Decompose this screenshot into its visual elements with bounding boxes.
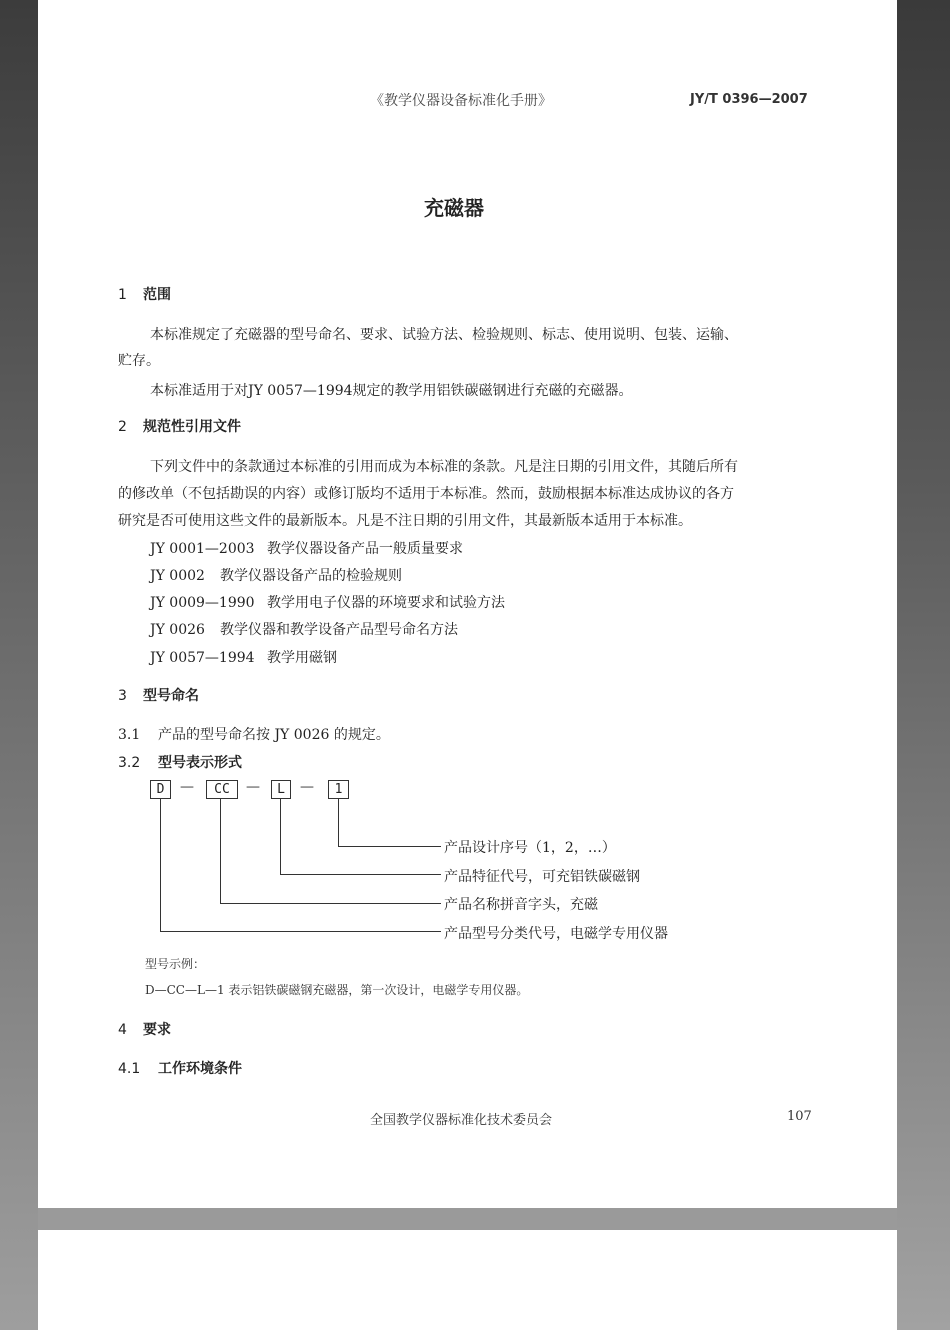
subsection-title: 工作环境条件 (158, 1061, 242, 1077)
section-3-heading (118, 685, 199, 705)
separator-dash: — (180, 779, 194, 795)
reference-code: JY 0009—1990 (150, 595, 255, 611)
leader-line (160, 931, 441, 932)
leader-line (338, 846, 441, 847)
diagram-label-name: 产品名称拼音字头，充磁 (444, 897, 598, 913)
subsection-title: 型号表示形式 (158, 755, 242, 771)
reference-title: 教学仪器设备产品的检验规则 (220, 568, 402, 584)
reference-code: JY 0026 (150, 622, 205, 638)
leader-line (338, 799, 339, 847)
section-2-paragraph-line-2: 的修改单（不包括勘误的内容）或修订版均不适用于本标准。然而，鼓励根据本标准达成协议的各方 (118, 486, 734, 502)
code-box-feature: L (271, 780, 291, 799)
page-title: 充磁器 (424, 196, 484, 220)
section-number: 4 (118, 1022, 127, 1038)
section-1-paragraph-2: 本标准适用于对JY 0057—1994规定的教学用铝铁碳磁钢进行充磁的充磁器。 (150, 383, 633, 399)
leader-line (160, 799, 161, 932)
subsection-3-1 (118, 724, 390, 744)
section-1-paragraph-1-line-1: 本标准规定了充磁器的型号命名、要求、试验方法、检验规则、标志、使用说明、包装、运输、 (150, 327, 738, 343)
section-number: 3 (118, 688, 127, 704)
leader-line (280, 799, 281, 875)
diagram-label-category: 产品型号分类代号，电磁学专用仪器 (444, 926, 668, 942)
example-text: D—CC—L—1 表示铝铁碳磁钢充磁器，第一次设计，电磁学专用仪器。 (145, 983, 529, 997)
subsection-number: 4.1 (118, 1061, 141, 1077)
reference-item (150, 538, 463, 558)
section-2-paragraph-line-1: 下列文件中的条款通过本标准的引用而成为本标准的条款。凡是注日期的引用文件，其随后所有 (150, 459, 738, 475)
reference-title: 教学用电子仪器的环境要求和试验方法 (267, 595, 505, 611)
separator-dash: — (300, 779, 314, 795)
header-book-title: 《教学仪器设备标准化手册》 (370, 93, 552, 109)
reference-code: JY 0057—1994 (150, 650, 255, 666)
section-title: 要求 (143, 1022, 171, 1038)
subsection-4-1-heading (118, 1058, 242, 1078)
left-background (0, 0, 38, 1330)
section-title: 型号命名 (143, 688, 199, 704)
section-2-paragraph-line-3: 研究是否可使用这些文件的最新版本。凡是不注日期的引用文件，其最新版本适用于本标准。 (118, 513, 692, 529)
reference-item (150, 565, 402, 585)
separator-dash: — (246, 779, 260, 795)
reference-title: 教学仪器设备产品一般质量要求 (267, 541, 463, 557)
section-4-heading (118, 1019, 171, 1039)
subsection-3-2-heading (118, 752, 242, 772)
right-background (897, 0, 950, 1330)
reference-title: 教学仪器和教学设备产品型号命名方法 (220, 622, 458, 638)
leader-line (220, 799, 221, 904)
diagram-label-serial: 产品设计序号（1，2，…） (444, 840, 616, 856)
reference-item (150, 592, 505, 612)
code-box-serial: 1 (328, 780, 349, 799)
header-standard-code: JY/T 0396—2007 (690, 92, 808, 107)
section-number: 1 (118, 287, 127, 303)
example-label: 型号示例： (145, 957, 206, 971)
subsection-number: 3.1 (118, 727, 141, 743)
diagram-label-feature: 产品特征代号，可充铝铁碳磁钢 (444, 869, 640, 885)
section-title: 规范性引用文件 (143, 419, 241, 435)
subsection-number: 3.2 (118, 755, 141, 771)
document-page (38, 0, 897, 1208)
reference-item (150, 647, 337, 667)
section-title: 范围 (143, 287, 171, 303)
code-box-category: D (150, 780, 171, 799)
reference-item (150, 619, 458, 639)
section-1-heading (118, 284, 171, 304)
footer-organization: 全国教学仪器标准化技术委员会 (370, 1113, 553, 1128)
leader-line (220, 903, 441, 904)
section-number: 2 (118, 419, 127, 435)
reference-code: JY 0002 (150, 568, 205, 584)
section-2-heading (118, 416, 241, 436)
leader-line (280, 874, 441, 875)
subsection-text: 产品的型号命名按 JY 0026 的规定。 (158, 727, 390, 743)
reference-title: 教学用磁钢 (267, 650, 337, 666)
next-page (38, 1230, 897, 1330)
reference-code: JY 0001—2003 (150, 541, 255, 557)
page-number: 107 (787, 1109, 812, 1124)
section-1-paragraph-1-line-2: 贮存。 (118, 353, 160, 369)
code-box-name: CC (206, 780, 238, 799)
